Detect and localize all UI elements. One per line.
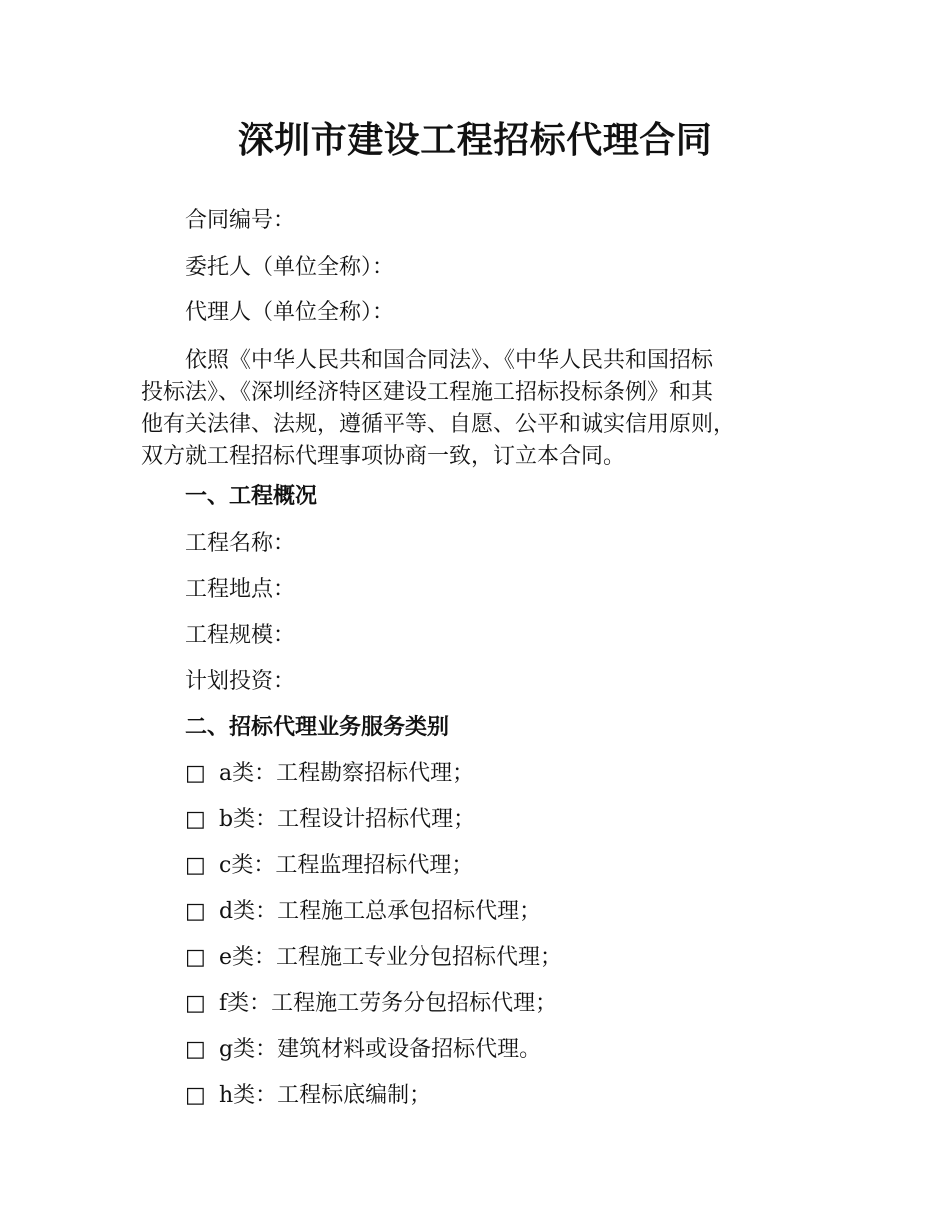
- service-option-label: b类：工程设计招标代理；: [219, 807, 476, 832]
- service-option[interactable]: [185, 759, 474, 789]
- checkbox-icon[interactable]: □: [185, 807, 206, 832]
- checkbox-icon[interactable]: □: [185, 853, 206, 878]
- service-option-label: h类：工程标底编制；: [219, 1083, 432, 1108]
- service-option-label: a类：工程勘察招标代理；: [219, 761, 475, 786]
- checkbox-icon[interactable]: □: [185, 991, 206, 1016]
- agent-field: 代理人（单位全称）：: [185, 300, 395, 325]
- checkbox-icon[interactable]: □: [185, 1083, 206, 1108]
- service-option-label: c类：工程监理招标代理；: [219, 853, 474, 878]
- intro-line: 双方就工程招标代理事项协商一致，订立本合同。: [141, 444, 626, 469]
- service-option[interactable]: [185, 897, 541, 927]
- intro-line: 他有关法律、法规，遵循平等、自愿、公平和诚实信用原则，: [141, 412, 736, 437]
- service-option[interactable]: [185, 1035, 541, 1065]
- checkbox-icon[interactable]: □: [185, 761, 206, 786]
- intro-line: 投标法》、《深圳经济特区建设工程施工招标投标条例》和其: [141, 380, 714, 405]
- section-heading-overview: 一、工程概况: [185, 484, 318, 509]
- service-option[interactable]: [185, 989, 557, 1019]
- service-option[interactable]: [185, 851, 473, 881]
- contract-number-field: 合同编号：: [185, 208, 296, 233]
- service-option[interactable]: [185, 1081, 431, 1111]
- section-heading-service-types: 二、招标代理业务服务类别: [185, 715, 450, 740]
- checkbox-icon[interactable]: □: [185, 945, 206, 970]
- document-title: 深圳市建设工程招标代理合同: [237, 120, 713, 161]
- client-field: 委托人（单位全称）：: [185, 255, 395, 280]
- service-option[interactable]: [185, 943, 562, 973]
- service-option-label: f类：工程施工劳务分包招标代理；: [219, 991, 558, 1016]
- intro-paragraph: [141, 345, 809, 473]
- service-option-label: g类：建筑材料或设备招标代理。: [219, 1037, 542, 1062]
- service-option-label: e类：工程施工专业分包招标代理；: [219, 945, 563, 970]
- project-location-field: 工程地点：: [185, 577, 296, 602]
- service-option[interactable]: [185, 805, 475, 835]
- project-name-field: 工程名称：: [185, 531, 296, 556]
- service-option-label: d类：工程施工总承包招标代理；: [219, 899, 542, 924]
- checkbox-icon[interactable]: □: [185, 1037, 206, 1062]
- intro-line: 依照《中华人民共和国合同法》、《中华人民共和国招标: [185, 348, 714, 373]
- checkbox-icon[interactable]: □: [185, 899, 206, 924]
- planned-investment-field: 计划投资：: [185, 669, 296, 694]
- project-scale-field: 工程规模：: [185, 623, 296, 648]
